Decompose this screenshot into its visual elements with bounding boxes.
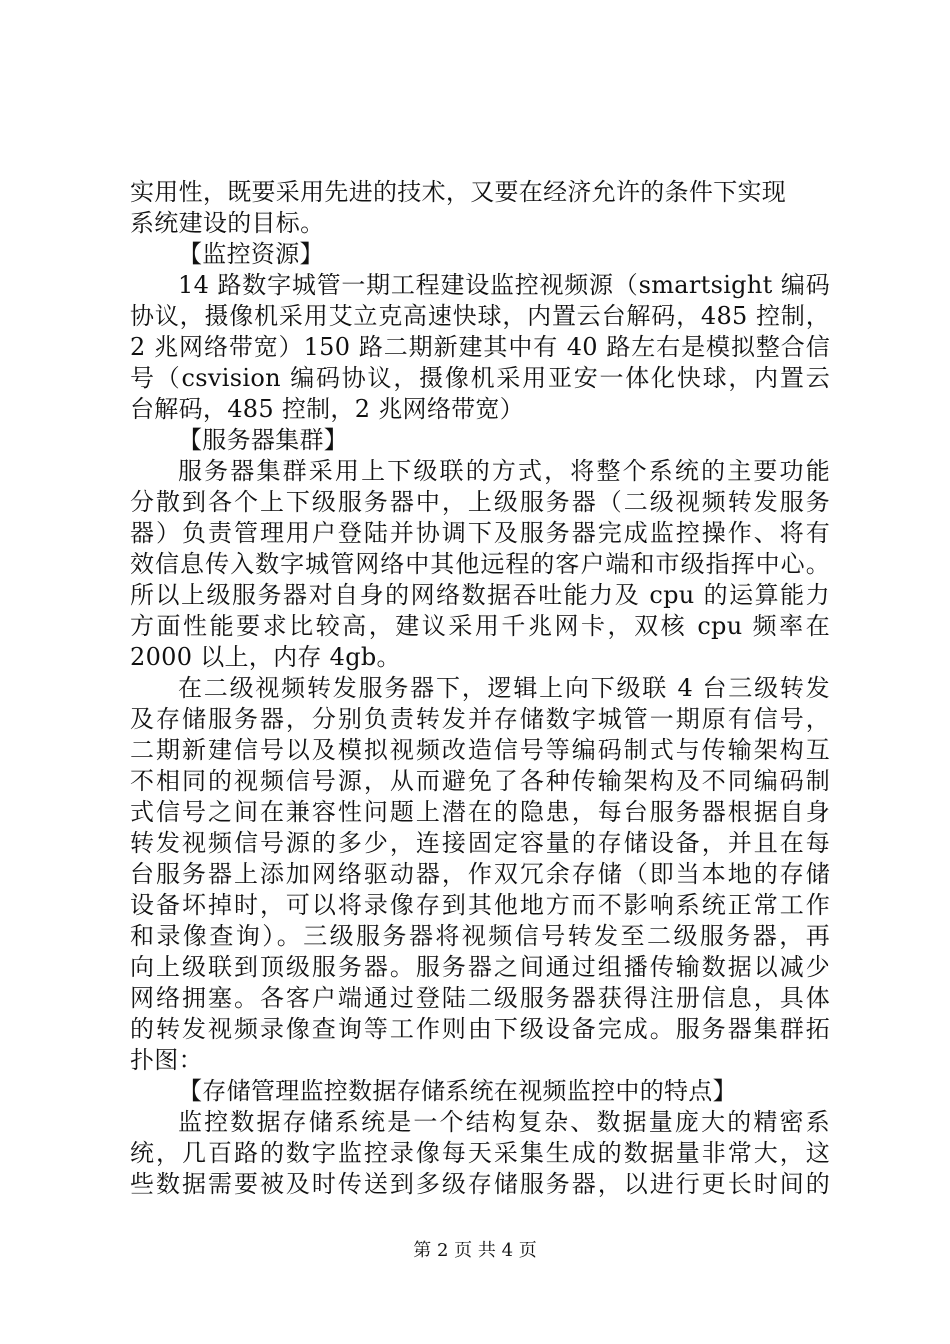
- text-line: 服务器集群采用上下级联的方式，将整个系统的主要功能: [178, 457, 830, 485]
- text-line: 2 兆网络带宽）150 路二期新建其中有 40 路左右是模拟整合信: [130, 333, 830, 361]
- section-heading-monitor-resources: 【监控资源】: [178, 240, 324, 268]
- text-line: 二期新建信号以及模拟视频改造信号等编码制式与传输架构互: [130, 736, 830, 764]
- text-line: 的转发视频录像查询等工作则由下级设备完成。服务器集群拓: [130, 1015, 830, 1043]
- page-number-footer: 第 2 页 共 4 页: [413, 1240, 537, 1261]
- text-line: 分散到各个上下级服务器中，上级服务器（二级视频转发服务: [130, 488, 830, 516]
- text-line: 扑图：: [130, 1046, 203, 1074]
- text-line: 在二级视频转发服务器下，逻辑上向下级联 4 台三级转发: [178, 674, 830, 702]
- text-line: 及存储服务器，分别负责转发并存储数字城管一期原有信号，: [130, 705, 830, 733]
- text-line: 网络拥塞。各客户端通过登陆二级服务器获得注册信息，具体: [130, 984, 830, 1012]
- text-line: 台服务器上添加网络驱动器，作双冗余存储（即当本地的存储: [130, 860, 830, 888]
- text-line: 效信息传入数字城管网络中其他远程的客户端和市级指挥中心。: [130, 550, 830, 578]
- text-line: 器）负责管理用户登陆并协调下及服务器完成监控操作、将有: [130, 519, 830, 547]
- text-line: 方面性能要求比较高，建议采用千兆网卡，双核 cpu 频率在: [130, 612, 830, 640]
- text-line: 号（csvision 编码协议，摄像机采用亚安一体化快球，内置云: [130, 364, 830, 392]
- text-line: 转发视频信号源的多少，连接固定容量的存储设备，并且在每: [130, 829, 830, 857]
- text-line: 系统建设的目标。: [130, 209, 325, 237]
- section-heading-server-cluster: 【服务器集群】: [178, 426, 349, 454]
- text-line: 14 路数字城管一期工程建设监控视频源（smartsight 编码: [178, 271, 830, 299]
- text-line: 所以上级服务器对自身的网络数据吞吐能力及 cpu 的运算能力: [130, 581, 830, 609]
- text-line: 台解码，485 控制，2 兆网络带宽）: [130, 395, 525, 423]
- text-line: 统，几百路的数字监控录像每天采集生成的数据量非常大，这: [130, 1139, 830, 1167]
- text-line: 向上级联到顶级服务器。服务器之间通过组播传输数据以减少: [130, 953, 830, 981]
- text-line: 和录像查询）。三级服务器将视频信号转发至二级服务器，再: [130, 922, 830, 950]
- text-line: 式信号之间在兼容性问题上潜在的隐患，每台服务器根据自身: [130, 798, 830, 826]
- text-line: 2000 以上，内存 4gb。: [130, 643, 401, 671]
- section-heading-storage-management: 【存储管理监控数据存储系统在视频监控中的特点】: [178, 1077, 737, 1105]
- text-line: 协议，摄像机采用艾立克高速快球，内置云台解码，485 控制，: [130, 302, 830, 330]
- text-line: 监控数据存储系统是一个结构复杂、数据量庞大的精密系: [178, 1108, 830, 1136]
- text-line: 不相同的视频信号源，从而避免了各种传输架构及不同编码制: [130, 767, 830, 795]
- text-line: 实用性，既要采用先进的技术，又要在经济允许的条件下实现: [130, 178, 787, 206]
- text-line: 设备坏掉时，可以将录像存到其他地方而不影响系统正常工作: [130, 891, 830, 919]
- text-line: 些数据需要被及时传送到多级存储服务器，以进行更长时间的: [130, 1170, 830, 1198]
